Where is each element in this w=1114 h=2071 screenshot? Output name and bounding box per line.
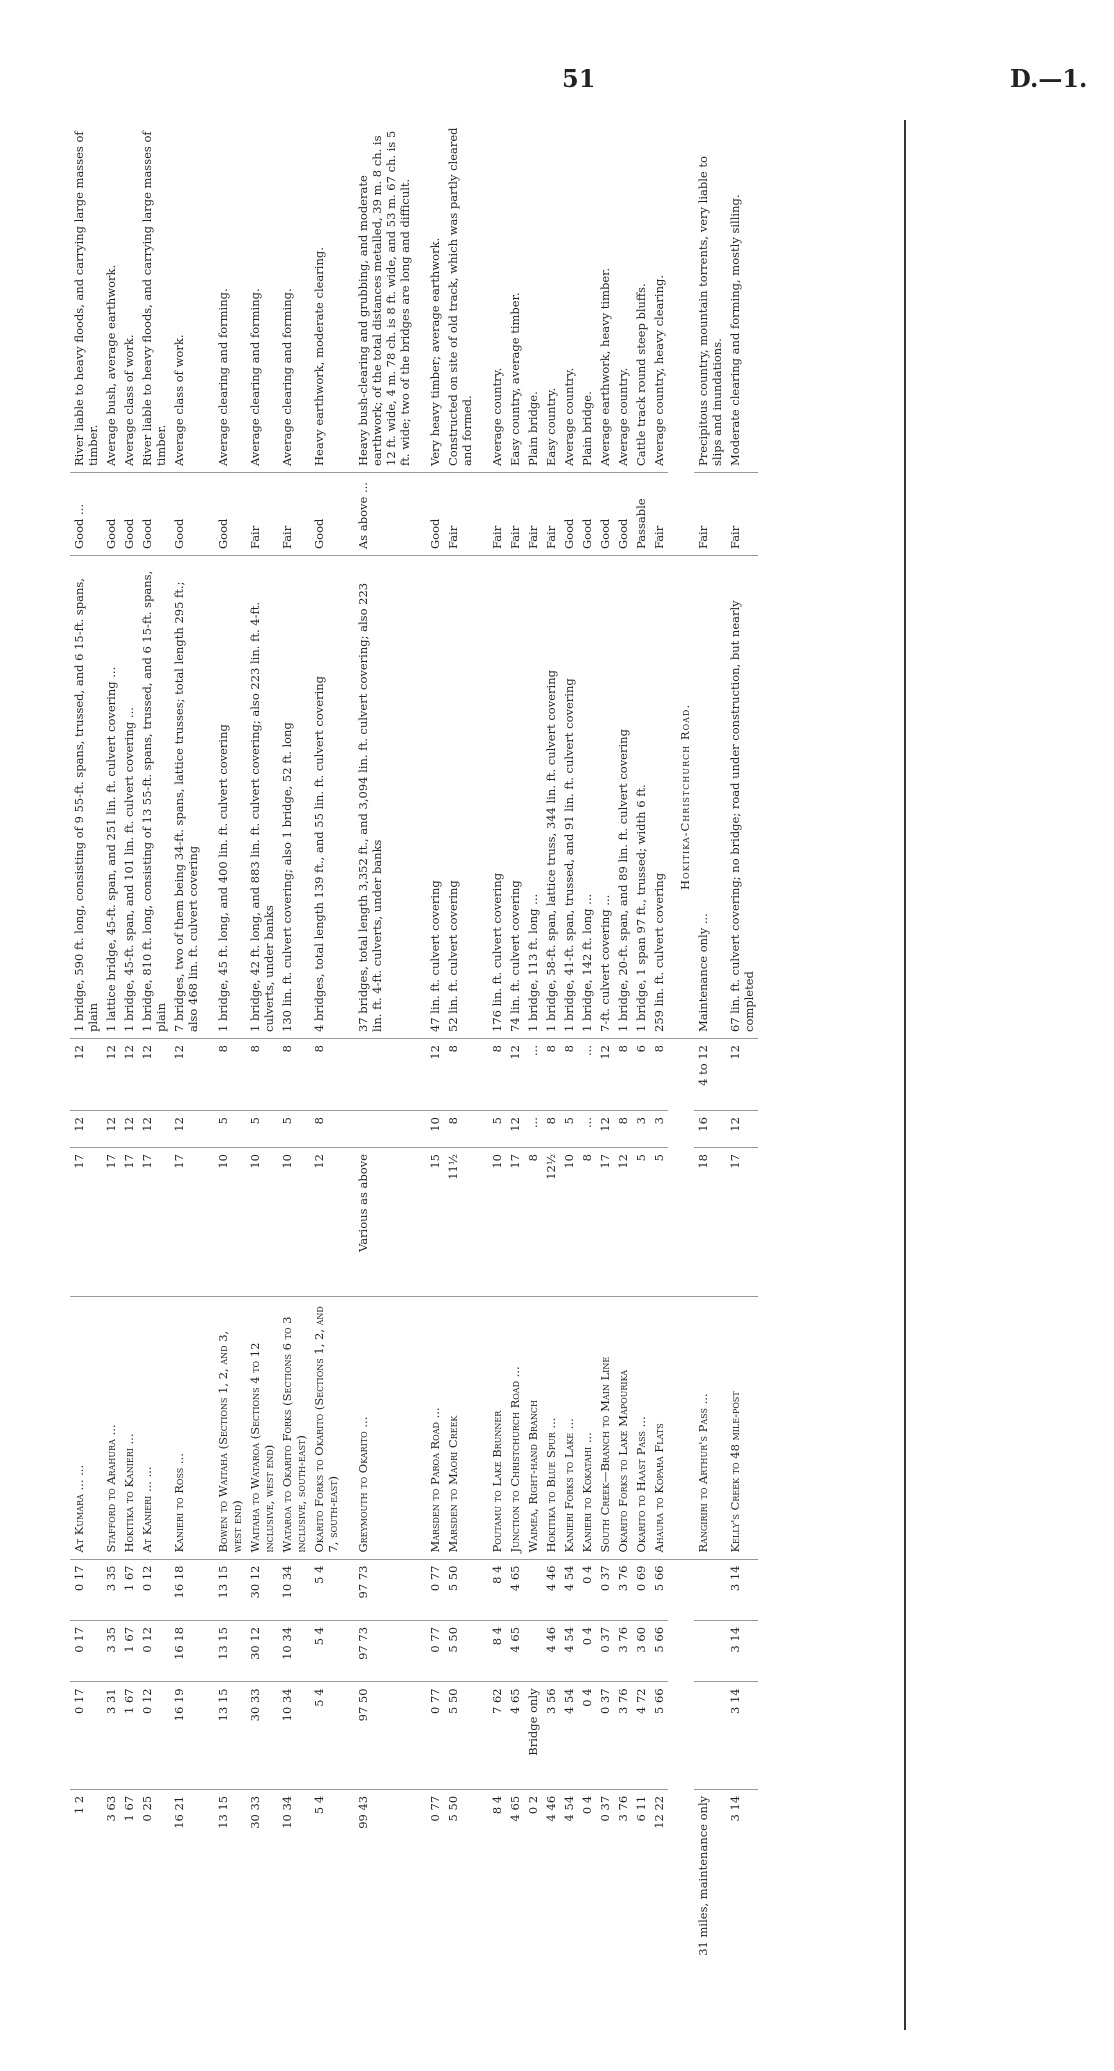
table-row	[414, 120, 444, 2020]
miles-chains-col2: 4 65	[506, 1682, 524, 1789]
width-ft: 18	[694, 1148, 726, 1297]
miles-chains-col3: 0 77	[414, 1620, 444, 1681]
table-row	[138, 120, 170, 2020]
miles-chains-col4: 3 14	[726, 1559, 758, 1620]
miles-chains-col2: 16 19	[170, 1682, 202, 1789]
miles-chains-col1: 8 4	[476, 1789, 506, 2020]
width-ft: 17	[120, 1148, 138, 1297]
table-right-border	[904, 120, 906, 2030]
miles-chains-col3: 13 15	[202, 1620, 246, 1681]
width-ft: 17	[170, 1148, 202, 1297]
table-row	[120, 120, 138, 2020]
formed-ft: 5	[246, 1111, 278, 1148]
width-ft: 12½	[542, 1148, 560, 1297]
remarks: Precipitous country, mountain torrents, very liable to slips and inundations.	[696, 156, 724, 466]
formed-ft: 5	[278, 1111, 310, 1148]
works-description: 67 lin. ft. culvert covering; no bridge; road under construction, but nearly completed	[726, 556, 758, 1039]
miles-chains-col2: 0 37	[596, 1682, 614, 1789]
width-ft: 17	[138, 1148, 170, 1297]
table-row	[542, 120, 560, 2020]
miles-chains-col1: 1 2	[70, 1789, 102, 2020]
miles-chains-col1: 13 15	[202, 1789, 246, 2020]
remarks: Average class of work.	[122, 334, 136, 466]
metalled-ft: 8	[246, 1039, 278, 1111]
works-description: 176 lin. ft. culvert covering	[476, 556, 506, 1039]
rotated-table	[70, 120, 902, 2020]
miles-chains-col2: 13 15	[202, 1682, 246, 1789]
remarks: Plain bridge.	[580, 391, 594, 466]
miles-chains-col3: 0 4	[578, 1620, 596, 1681]
miles-chains-col2: 3 14	[726, 1682, 758, 1789]
remarks: Heavy bush-clearing and grubbing, and moderate earthwork; of the total distances metalled, 39 m. 8 ch. is 12 ft. wide, 4 m. 78 ch. is 8 ft. wide, and 53 m. 67 ch. is 5 ft. wide; two of the bridges are long and difficult.	[356, 130, 412, 466]
table-row	[246, 120, 278, 2020]
remarks: River liable to heavy floods, and carrying large masses of timber.	[140, 131, 168, 466]
condition: Fair	[726, 473, 758, 556]
miles-chains-col3: 30 12	[246, 1620, 278, 1681]
miles-chains-col2: 1 67	[120, 1682, 138, 1789]
width-ft: 10	[202, 1148, 246, 1297]
width-ft: 12	[614, 1148, 632, 1297]
miles-chains-col3: 0 17	[70, 1620, 102, 1681]
road-name: At Kanieri ... ...	[138, 1296, 170, 1559]
width-ft: 5	[632, 1148, 650, 1297]
condition: Good	[102, 473, 120, 556]
remarks: Average class of work.	[172, 334, 186, 466]
metalled-ft: 4 to 12	[694, 1039, 726, 1111]
condition: Good	[578, 473, 596, 556]
roads-table	[70, 120, 758, 2020]
road-name: Okarito Forks to Okarito (Sections 1, 2, and 7, south-east)	[310, 1296, 342, 1559]
works-description: 1 bridge, 41-ft. span, trussed, and 91 lin. ft. culvert covering	[560, 556, 578, 1039]
works-description: 1 bridge, 42 ft. long, and 883 lin. ft. culvert covering; also 223 lin. ft. 4-ft. culverts, under banks	[246, 556, 278, 1039]
miles-chains-col3: 5 4	[310, 1620, 342, 1681]
width-ft: 12	[310, 1148, 342, 1297]
width-ft: 17	[102, 1148, 120, 1297]
condition: Good	[170, 473, 202, 556]
width-ft: 17	[726, 1148, 758, 1297]
width-ft: 10	[246, 1148, 278, 1297]
metalled-ft: 8	[444, 1039, 476, 1111]
metalled-ft: 12	[70, 1039, 102, 1111]
formed-ft: 16	[694, 1111, 726, 1148]
metalled-ft: 8	[650, 1039, 668, 1111]
miles-chains-col2: 5 4	[310, 1682, 342, 1789]
road-name: Kanieri to Kokatahi ...	[578, 1296, 596, 1559]
miles-chains-col1: 10 34	[278, 1789, 310, 2020]
table-row	[524, 120, 542, 2020]
miles-chains-col4: 0 17	[70, 1559, 102, 1620]
table-row	[632, 120, 650, 2020]
metalled-ft: 12	[170, 1039, 202, 1111]
miles-chains-col4: 3 35	[102, 1559, 120, 1620]
section-title: Hokitika-Christchurch Road.	[668, 556, 694, 1039]
condition: Good	[414, 473, 444, 556]
document-reference: D.—1.	[1010, 64, 1088, 93]
miles-chains-col4: 0 37	[596, 1559, 614, 1620]
miles-chains-col4: 0 4	[578, 1559, 596, 1620]
formed-ft: 12	[102, 1111, 120, 1148]
table-row	[578, 120, 596, 2020]
page-number: 51	[562, 64, 596, 93]
remarks: Plain bridge.	[526, 391, 540, 466]
miles-chains-col4: 4 65	[506, 1559, 524, 1620]
miles-chains-col4: 10 34	[278, 1559, 310, 1620]
remarks: Average country.	[490, 367, 504, 466]
works-description: 1 lattice bridge, 45-ft. span, and 251 lin. ft. culvert covering ...	[102, 556, 120, 1039]
works-description: 1 bridge, 1 span 97 ft., trussed; width 6 ft.	[632, 556, 650, 1039]
metalled-ft: ...	[524, 1039, 542, 1111]
formed-ft: 12	[506, 1111, 524, 1148]
miles-chains-col1: 3 14	[726, 1789, 758, 2020]
road-name: South Creek—Branch to Main Line	[596, 1296, 614, 1559]
width-ft: 10	[560, 1148, 578, 1297]
miles-chains-col4: 3 76	[614, 1559, 632, 1620]
metalled-ft: 12	[506, 1039, 524, 1111]
condition: Fair	[278, 473, 310, 556]
remarks: Average clearing and forming.	[216, 288, 230, 466]
road-name: Rangiriri to Arthur's Pass ...	[694, 1296, 726, 1559]
width-ft: 15	[414, 1148, 444, 1297]
metalled-ft: 8	[310, 1039, 342, 1111]
condition: Good	[202, 473, 246, 556]
miles-chains-col4: 16 18	[170, 1559, 202, 1620]
table-row	[476, 120, 506, 2020]
miles-chains-col1: 0 37	[596, 1789, 614, 2020]
miles-chains-col4: 5 4	[310, 1559, 342, 1620]
miles-chains-col1: 99 43	[342, 1789, 414, 2020]
metalled-ft: 12	[102, 1039, 120, 1111]
metalled-ft: 8	[614, 1039, 632, 1111]
remarks: River liable to heavy floods, and carrying large masses of timber.	[72, 131, 100, 466]
works-description: 1 bridge, 590 ft. long, consisting of 9 55-ft. spans, trussed, and 6 15-ft. spans, plain	[70, 556, 102, 1039]
miles-chains-col2: 3 56	[542, 1682, 560, 1789]
miles-chains-col4: 1 67	[120, 1559, 138, 1620]
miles-chains-col1: 3 63	[102, 1789, 120, 2020]
miles-chains-col2: 3 76	[614, 1682, 632, 1789]
width-ft: 17	[70, 1148, 102, 1297]
condition: Fair	[246, 473, 278, 556]
metalled-ft: 8	[560, 1039, 578, 1111]
remarks: Easy country, average timber.	[508, 292, 522, 466]
formed-ft: 5	[476, 1111, 506, 1148]
miles-chains-col2: 4 72	[632, 1682, 650, 1789]
table-row	[70, 120, 102, 2020]
width-ft: 8	[524, 1148, 542, 1297]
width-ft: 17	[596, 1148, 614, 1297]
table-row	[614, 120, 632, 2020]
miles-chains-col2: 0 12	[138, 1682, 170, 1789]
metalled-ft: 12	[414, 1039, 444, 1111]
condition: Good	[614, 473, 632, 556]
miles-chains-col1: 16 21	[170, 1789, 202, 2020]
remarks: Average clearing and forming.	[248, 288, 262, 466]
miles-chains-col1: 4 54	[560, 1789, 578, 2020]
road-name: Kelly's Creek to 48 mile-post	[726, 1296, 758, 1559]
formed-ft: 12	[70, 1111, 102, 1148]
miles-chains-col2: 30 33	[246, 1682, 278, 1789]
miles-chains-col1: 4 46	[542, 1789, 560, 2020]
formed-ft	[342, 1111, 414, 1148]
road-name: Kanieri to Ross ...	[170, 1296, 202, 1559]
miles-chains-col1: 12 22	[650, 1789, 668, 2020]
miles-chains-col3: 3 76	[614, 1620, 632, 1681]
miles-chains-col4: 4 46	[542, 1559, 560, 1620]
road-name: Marsden to Maori Creek	[444, 1296, 476, 1559]
road-name: Okarito Forks to Lake Mapourika	[614, 1296, 632, 1559]
formed-ft: ...	[578, 1111, 596, 1148]
miles-chains-col3: 4 46	[542, 1620, 560, 1681]
formed-ft: 3	[650, 1111, 668, 1148]
miles-chains-col2: 0 17	[70, 1682, 102, 1789]
miles-chains-col4	[524, 1559, 542, 1620]
width-ft: 10	[476, 1148, 506, 1297]
miles-chains-col3: 0 12	[138, 1620, 170, 1681]
remarks: Moderate clearing and forming, mostly silling.	[728, 194, 742, 466]
table-row	[202, 120, 246, 2020]
miles-chains-col2: 97 50	[342, 1682, 414, 1789]
width-ft: 5	[650, 1148, 668, 1297]
works-description: 1 bridge, 20-ft. span, and 89 lin. ft. culvert covering	[614, 556, 632, 1039]
miles-chains-col4	[694, 1559, 726, 1620]
remarks: Average bush, average earthwork.	[104, 264, 118, 466]
miles-chains-col3: 8 4	[476, 1620, 506, 1681]
condition: Passable	[632, 473, 650, 556]
condition: Good	[596, 473, 614, 556]
condition: Good ...	[70, 473, 102, 556]
miles-chains-col1: 6 11	[632, 1789, 650, 2020]
miles-chains-col3: 4 54	[560, 1620, 578, 1681]
condition: Fair	[650, 473, 668, 556]
miles-chains-col3: 5 50	[444, 1620, 476, 1681]
road-name: Kanieri Forks to Lake ...	[560, 1296, 578, 1559]
remarks: Average country.	[616, 367, 630, 466]
table-row	[278, 120, 310, 2020]
formed-ft: 8	[444, 1111, 476, 1148]
miles-chains-col3: 3 14	[726, 1620, 758, 1681]
condition: As above ...	[342, 473, 414, 556]
miles-chains-col2: Bridge only	[524, 1682, 542, 1789]
works-description: 37 bridges, total length 3,352 ft., and 3,094 lin. ft. culvert covering; also 223 lin. ft. 4-ft. culverts, under banks	[342, 556, 414, 1039]
miles-chains-col4: 5 50	[444, 1559, 476, 1620]
condition: Fair	[476, 473, 506, 556]
table-row	[444, 120, 476, 2020]
formed-ft: 8	[542, 1111, 560, 1148]
condition: Fair	[694, 473, 726, 556]
table-row	[342, 120, 414, 2020]
miles-chains-col4: 0 77	[414, 1559, 444, 1620]
works-description: 74 lin. ft. culvert covering	[506, 556, 524, 1039]
table-row	[170, 120, 202, 2020]
formed-ft: 10	[414, 1111, 444, 1148]
road-name: Poutamu to Lake Brunner	[476, 1296, 506, 1559]
miles-chains-col1: 3 76	[614, 1789, 632, 2020]
works-description: 259 lin. ft. culvert covering	[650, 556, 668, 1039]
remarks: Very heavy timber; average earthwork.	[428, 237, 442, 466]
miles-chains-col2: 0 4	[578, 1682, 596, 1789]
miles-chains-col1: 0 77	[414, 1789, 444, 2020]
works-description: 1 bridge, 45-ft. span, and 101 lin. ft. culvert covering ...	[120, 556, 138, 1039]
formed-ft: 8	[310, 1111, 342, 1148]
works-description: 1 bridge, 45 ft. long, and 400 lin. ft. culvert covering	[202, 556, 246, 1039]
miles-chains-col2: 4 54	[560, 1682, 578, 1789]
road-name: Ahaura to Kopara Flats	[650, 1296, 668, 1559]
miles-chains-col1: 31 miles, maintenance only	[694, 1789, 726, 2020]
table-row	[650, 120, 668, 2020]
miles-chains-col3: 5 66	[650, 1620, 668, 1681]
metalled-ft: 12	[726, 1039, 758, 1111]
miles-chains-col1: 30 33	[246, 1789, 278, 2020]
width-ft: 11½	[444, 1148, 476, 1297]
remarks: Easy country.	[544, 387, 558, 466]
miles-chains-col4: 0 12	[138, 1559, 170, 1620]
formed-ft: 12	[596, 1111, 614, 1148]
miles-chains-col1: 5 4	[310, 1789, 342, 2020]
metalled-ft: ...	[578, 1039, 596, 1111]
formed-ft: 12	[138, 1111, 170, 1148]
miles-chains-col3: 1 67	[120, 1620, 138, 1681]
metalled-ft: 8	[476, 1039, 506, 1111]
formed-ft: 5	[202, 1111, 246, 1148]
metalled-ft: 8	[202, 1039, 246, 1111]
miles-chains-col3	[524, 1620, 542, 1681]
metalled-ft: 12	[120, 1039, 138, 1111]
remarks: Average clearing and forming.	[280, 288, 294, 466]
remarks: Constructed on site of old track, which was partly cleared and formed.	[446, 127, 474, 466]
works-description: 1 bridge, 58-ft. span, lattice truss, 344 lin. ft. culvert covering	[542, 556, 560, 1039]
road-name: Okarito to Haast Pass ...	[632, 1296, 650, 1559]
remarks: Average country, heavy clearing.	[652, 275, 666, 466]
miles-chains-col3: 3 60	[632, 1620, 650, 1681]
miles-chains-col2: 10 34	[278, 1682, 310, 1789]
miles-chains-col4: 13 15	[202, 1559, 246, 1620]
miles-chains-col3: 4 65	[506, 1620, 524, 1681]
works-description: 1 bridge, 142 ft. long ...	[578, 556, 596, 1039]
remarks: Heavy earthwork, moderate clearing.	[312, 247, 326, 466]
width-ft: Various as above	[342, 1148, 414, 1297]
metalled-ft	[342, 1039, 414, 1111]
table-row	[596, 120, 614, 2020]
miles-chains-col4: 97 73	[342, 1559, 414, 1620]
miles-chains-col4: 4 54	[560, 1559, 578, 1620]
road-name: Stafford to Arahura ...	[102, 1296, 120, 1559]
table-row	[694, 120, 726, 2020]
works-description: 52 lin. ft. culvert covering	[444, 556, 476, 1039]
miles-chains-col3	[694, 1620, 726, 1681]
miles-chains-col2: 5 66	[650, 1682, 668, 1789]
metalled-ft: 12	[596, 1039, 614, 1111]
miles-chains-col4: 5 66	[650, 1559, 668, 1620]
works-description: 7 bridges, two of them being 34-ft. spans, lattice trusses; total length 295 ft.; also 468 lin. ft. culvert covering	[170, 556, 202, 1039]
works-description: 47 lin. ft. culvert covering	[414, 556, 444, 1039]
works-description: Maintenance only ...	[694, 556, 726, 1039]
works-description: 1 bridge, 113 ft. long ...	[524, 556, 542, 1039]
condition: Good	[560, 473, 578, 556]
miles-chains-col4: 0 69	[632, 1559, 650, 1620]
remarks: Cattle track round steep bluffs.	[634, 283, 648, 466]
miles-chains-col2: 7 62	[476, 1682, 506, 1789]
remarks: Average country.	[562, 367, 576, 466]
road-name: Bowen to Waitaha (Sections 1, 2, and 3, west end)	[202, 1296, 246, 1559]
miles-chains-col2: 5 50	[444, 1682, 476, 1789]
miles-chains-col2: 3 31	[102, 1682, 120, 1789]
condition: Good	[310, 473, 342, 556]
road-name: Hokitika to Blue Spur ...	[542, 1296, 560, 1559]
road-name: Marsden to Paroa Road ...	[414, 1296, 444, 1559]
condition: Fair	[444, 473, 476, 556]
formed-ft: 8	[614, 1111, 632, 1148]
road-name: Wataroa to Okarito Forks (Sections 6 to 3 inclusive, south-east)	[278, 1296, 310, 1559]
table-row	[310, 120, 342, 2020]
formed-ft: 3	[632, 1111, 650, 1148]
table-row	[560, 120, 578, 2020]
metalled-ft: 8	[542, 1039, 560, 1111]
road-name: Hokitika to Kanieri ...	[120, 1296, 138, 1559]
road-name: Waitaha to Wataroa (Sections 4 to 12 inclusive, west end)	[246, 1296, 278, 1559]
works-description: 1 bridge, 810 ft. long, consisting of 13 55-ft. spans, trussed, and 6 15-ft. spans, plain	[138, 556, 170, 1039]
formed-ft: ...	[524, 1111, 542, 1148]
miles-chains-col3: 16 18	[170, 1620, 202, 1681]
condition: Fair	[524, 473, 542, 556]
miles-chains-col4: 30 12	[246, 1559, 278, 1620]
metalled-ft: 8	[278, 1039, 310, 1111]
table-row	[726, 120, 758, 2020]
formed-ft: 12	[120, 1111, 138, 1148]
miles-chains-col3: 0 37	[596, 1620, 614, 1681]
miles-chains-col3: 10 34	[278, 1620, 310, 1681]
miles-chains-col2	[694, 1682, 726, 1789]
miles-chains-col2: 0 77	[414, 1682, 444, 1789]
metalled-ft: 6	[632, 1039, 650, 1111]
width-ft: 10	[278, 1148, 310, 1297]
table-row	[102, 120, 120, 2020]
table-row	[506, 120, 524, 2020]
miles-chains-col4: 8 4	[476, 1559, 506, 1620]
miles-chains-col1: 5 50	[444, 1789, 476, 2020]
miles-chains-col1: 0 25	[138, 1789, 170, 2020]
miles-chains-col1: 0 4	[578, 1789, 596, 2020]
condition: Fair	[542, 473, 560, 556]
works-description: 4 bridges, total length 139 ft., and 55 lin. ft. culvert covering	[310, 556, 342, 1039]
miles-chains-col3: 97 73	[342, 1620, 414, 1681]
condition: Good	[138, 473, 170, 556]
formed-ft: 12	[170, 1111, 202, 1148]
miles-chains-col1: 1 67	[120, 1789, 138, 2020]
metalled-ft: 12	[138, 1039, 170, 1111]
works-description: 7-ft. culvert covering ...	[596, 556, 614, 1039]
road-name: Junction to Christchurch Road ...	[506, 1296, 524, 1559]
miles-chains-col1: 0 2	[524, 1789, 542, 2020]
width-ft: 8	[578, 1148, 596, 1297]
road-name: Greymouth to Okarito ...	[342, 1296, 414, 1559]
remarks: Average earthwork, heavy timber.	[598, 267, 612, 466]
road-name: Waimea, Right-hand Branch	[524, 1296, 542, 1559]
width-ft: 17	[506, 1148, 524, 1297]
works-description: 130 lin. ft. culvert covering; also 1 bridge, 52 ft. long	[278, 556, 310, 1039]
formed-ft: 12	[726, 1111, 758, 1148]
condition: Fair	[506, 473, 524, 556]
condition: Good	[120, 473, 138, 556]
miles-chains-col3: 3 35	[102, 1620, 120, 1681]
road-name: At Kumara ... ...	[70, 1296, 102, 1559]
formed-ft: 5	[560, 1111, 578, 1148]
miles-chains-col1: 4 65	[506, 1789, 524, 2020]
